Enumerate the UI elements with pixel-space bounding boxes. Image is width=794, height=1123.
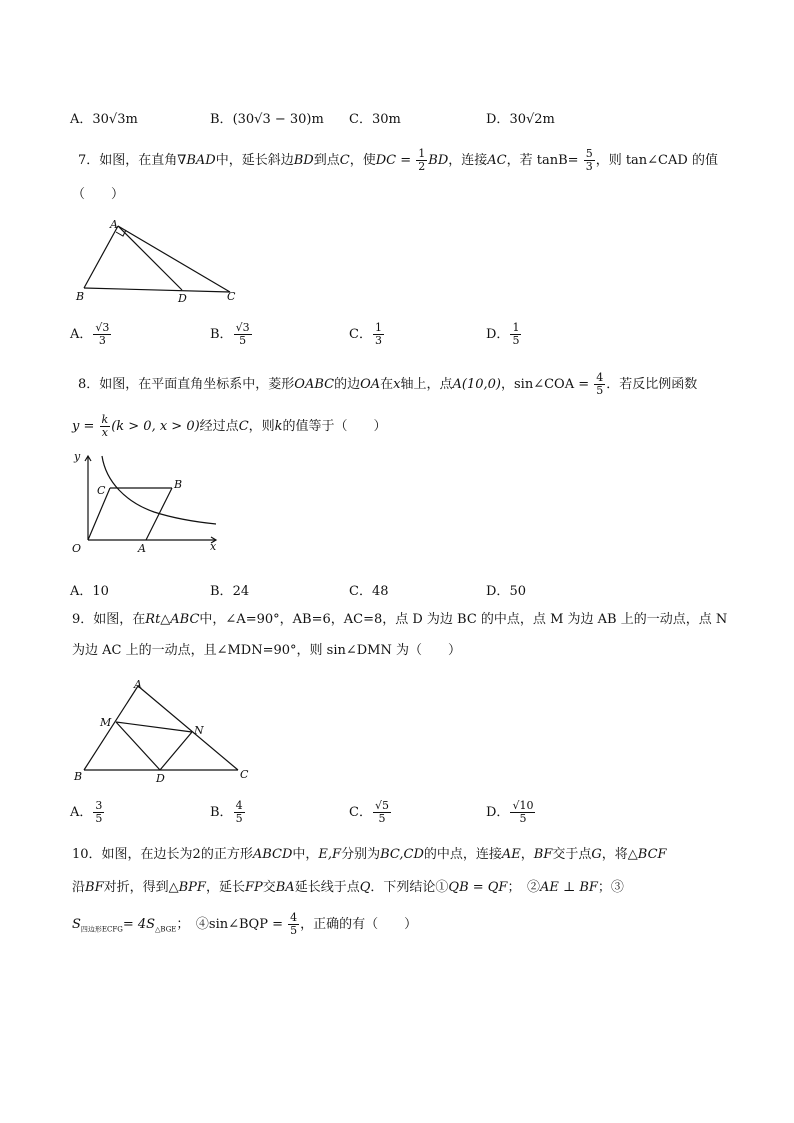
q9-label-m: M [100,716,112,729]
q8-label-x: x [210,540,217,553]
q7-label-d: D [178,292,187,305]
q7-frac-half: $\frac{1}{2}$ [418,147,426,173]
q8-label-a: A [138,542,146,555]
q7-answer-bracket: （ ） [72,187,125,202]
q7-option-a[interactable]: A． $\frac{√3}{3}$ [70,321,110,347]
q8-label-o: O [72,542,82,555]
q7-label-b: B [76,290,85,303]
q9-label-d: D [156,772,165,785]
q8-figure [66,446,226,558]
q8-label-y: y [74,450,81,463]
q9-option-b[interactable]: B． $\frac{4}{5}$ [210,799,243,825]
q10-stem-line2: 沿BF对折，得到△BPF，延长FP交BA延长线于点Q．下列结论①QB = QF； ②AE ⊥ BF；③ [72,880,624,895]
q7-option-b[interactable]: B． $\frac{√3}{5}$ [210,321,250,347]
q9-label-a: A [134,678,142,691]
q9-option-c[interactable]: C． $\frac{√5}{5}$ [349,799,389,825]
q7-label-c: C [227,290,236,303]
q8-stem-line1: 8．如图，在平面直角坐标系中，菱形OABC的边OA在x轴上，点A(10,0)，sin∠COA = $\frac{4}{5}$ ．若反比例函数 [78,371,698,397]
q7-frac-tan: $\frac{5}{3}$ [585,147,593,173]
q8-stem-line2: y = $\frac{k}{x}$ (k > 0, x > 0)经过点C，则k的值等于（ ） [72,413,387,439]
q8-option-a[interactable]: A．10 [70,584,109,599]
q7-option-d[interactable]: D． $\frac{1}{5}$ [486,321,520,347]
q9-figure [70,674,260,786]
q9-stem-line2: 为边 AC 上的一动点，且∠MDN=90°，则 sin∠DMN 为（ ） [72,643,462,658]
q7-option-c[interactable]: C． $\frac{1}{3}$ [349,321,382,347]
q7-label-a: A [110,218,118,231]
q7-figure [70,216,260,306]
q6-option-c[interactable]: C．30m [349,112,401,127]
q9-option-a[interactable]: A． $\frac{3}{5}$ [70,799,103,825]
q8-label-c: C [97,484,106,497]
q7-stem-line1: 7．如图，在直角∇BAD中，延长斜边BD到点C，使DC = $\frac{1}{2}$ BD，连接AC，若 tanB= $\frac{5}{3}$ ，则 tan∠CAD 的值 [78,147,718,173]
q8-option-b[interactable]: B．24 [210,584,250,599]
q10-stem-line1: 10．如图，在边长为2的正方形ABCD中，E,F分别为BC,CD的中点，连接AE，BF交于点G，将△BCF [72,847,667,862]
q6-option-a[interactable]: A．30√3m [70,112,138,127]
q8-option-c[interactable]: C．48 [349,584,389,599]
q9-label-n: N [194,724,204,737]
q8-option-d[interactable]: D．50 [486,584,526,599]
q9-stem-line1: 9．如图，在Rt△ABC中，∠A=90°，AB=6，AC=8，点 D 为边 BC 的中点，点 M 为边 AB 上的一动点，点 N [72,612,728,627]
q9-label-c: C [240,768,249,781]
q8-label-b: B [174,478,183,491]
q6-option-b[interactable]: B．(30√3 − 30)m [210,112,324,127]
q9-option-d[interactable]: D． $\frac{√10}{5}$ [486,799,534,825]
q9-label-b: B [74,770,83,783]
q10-stem-line3: $S_{四边形ECFG}= 4S_{\triangle BGE}$； ④sin∠BQP = $\frac{4}{5}$ ，正确的有（ ） [72,911,418,937]
q6-option-d[interactable]: D．30√2m [486,112,555,127]
